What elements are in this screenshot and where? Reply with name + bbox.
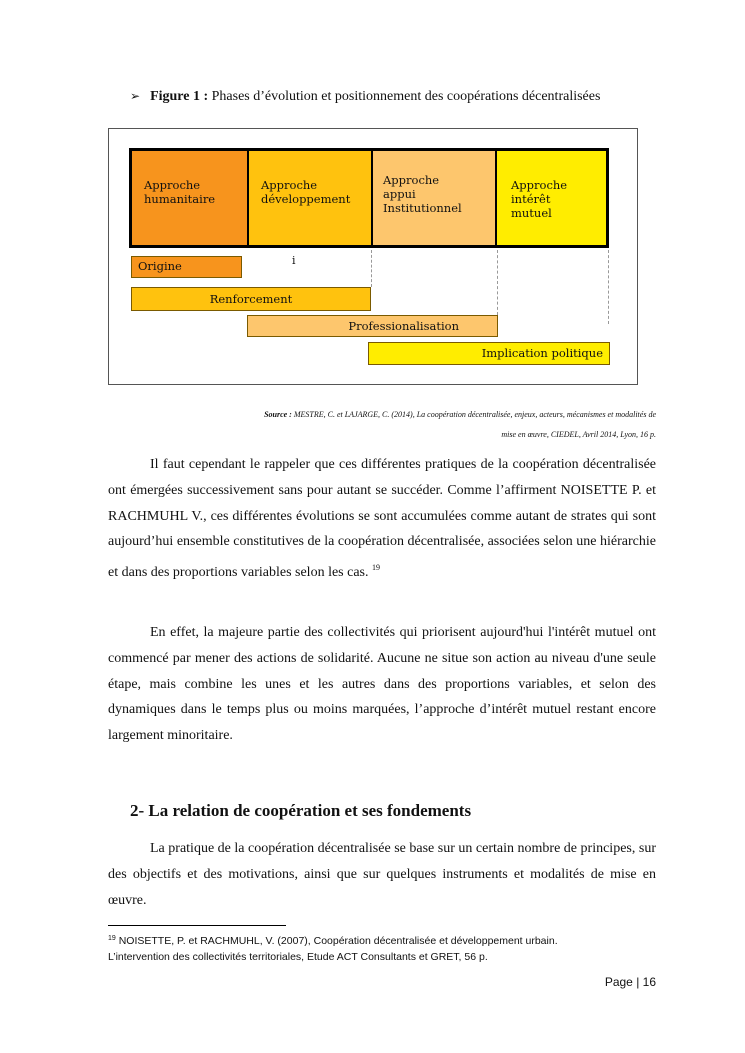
figure-label: Figure 1 :: [150, 89, 209, 104]
phase-humanitaire: [132, 151, 249, 245]
phase-label-line: Approche: [383, 173, 440, 187]
paragraph: [108, 452, 656, 586]
phase-row: [129, 148, 609, 248]
section-heading: 2- La relation de coopération et ses fondements: [130, 801, 472, 820]
footnote: [108, 931, 668, 965]
source-line: mise en œuvre, CIEDEL, Avril 2014, Lyon, 16 p.: [501, 430, 656, 439]
footnote-number: 19: [108, 935, 116, 942]
phase-label-line: développement: [261, 192, 351, 206]
guide-line: [497, 250, 498, 315]
bar-origine: Origine: [131, 256, 242, 278]
page-number: Page | 16: [604, 975, 656, 989]
source-line: MESTRE, C. et LAJARGE, C. (2014), La coopération décentralisée, enjeux, acteurs, mécanismes et modalités de: [291, 410, 656, 419]
footnote-text: L’intervention des collectivités territoriales, Etude ACT Consultants et GRET, 56 p.: [108, 951, 488, 963]
source-label: Source :: [264, 410, 292, 419]
bullet-arrow-icon: ➢: [130, 89, 141, 103]
phase-developpement: [249, 151, 373, 245]
phase-label-line: appui: [383, 187, 416, 201]
bar-renforcement: Renforcement: [131, 287, 371, 311]
phase-label-line: intérêt: [511, 192, 551, 206]
phase-label-line: Approche: [511, 178, 568, 192]
phase-label-line: mutuel: [511, 206, 552, 220]
paragraph-text: Il faut cependant le rappeler que ces différentes pratiques de la coopération décentralisée ont émergées successivement sans pour autant se succéder. Comme l’affirment NOISETTE P. et RACHMUHL V., ces différentes évolutions se sont accumulées comme autant de strates qui sont aujourd’hui ensemble constitutives de la coopération décentralisée, associées selon une hiérarchie et dans des proportions variables selon les cas.: [108, 457, 656, 581]
figure-title: Phases d’évolution et positionnement des coopérations décentralisées: [208, 89, 601, 104]
guide-line: [371, 250, 372, 287]
phase-label-line: humanitaire: [144, 192, 216, 206]
phase-appui-institutionnel: [373, 151, 497, 245]
bar-professionalisation: Professionalisation: [247, 315, 498, 337]
bar-implication-politique: Implication politique: [368, 342, 610, 365]
phase-label-line: Approche: [261, 178, 318, 192]
phase-label-line: Institutionnel: [383, 201, 462, 215]
footnote-ref[interactable]: 19: [372, 563, 380, 573]
footnote-divider: [108, 925, 286, 926]
phase-label-line: Approche: [144, 178, 201, 192]
phase-interet-mutuel: [497, 151, 606, 245]
guide-line: [608, 250, 609, 324]
tick-marker: i: [292, 254, 296, 267]
paragraph: En effet, la majeure partie des collectivités qui priorisent aujourd'hui l'intérêt mutuel ont commencé par mener des actions de solidarité. Aucune ne situe son action au niveau d'une seule étape, mais combine les unes et les autres dans des proportions variables, et selon des dynamiques dans le temps plus ou moins marquées, l’approche d’intérêt mutuel restant encore largement minoritaire.: [108, 625, 656, 744]
footnote-text: NOISETTE, P. et RACHMUHL, V. (2007), Coopération décentralisée et développement urbain.: [115, 935, 558, 947]
figure-source: [160, 405, 656, 445]
figure-caption: [130, 89, 600, 105]
paragraph: La pratique de la coopération décentralisée se base sur un certain nombre de principes, sur des objectifs et des motivations, ainsi que sur quelques instruments et modalités de mise en œuvre.: [108, 841, 656, 908]
